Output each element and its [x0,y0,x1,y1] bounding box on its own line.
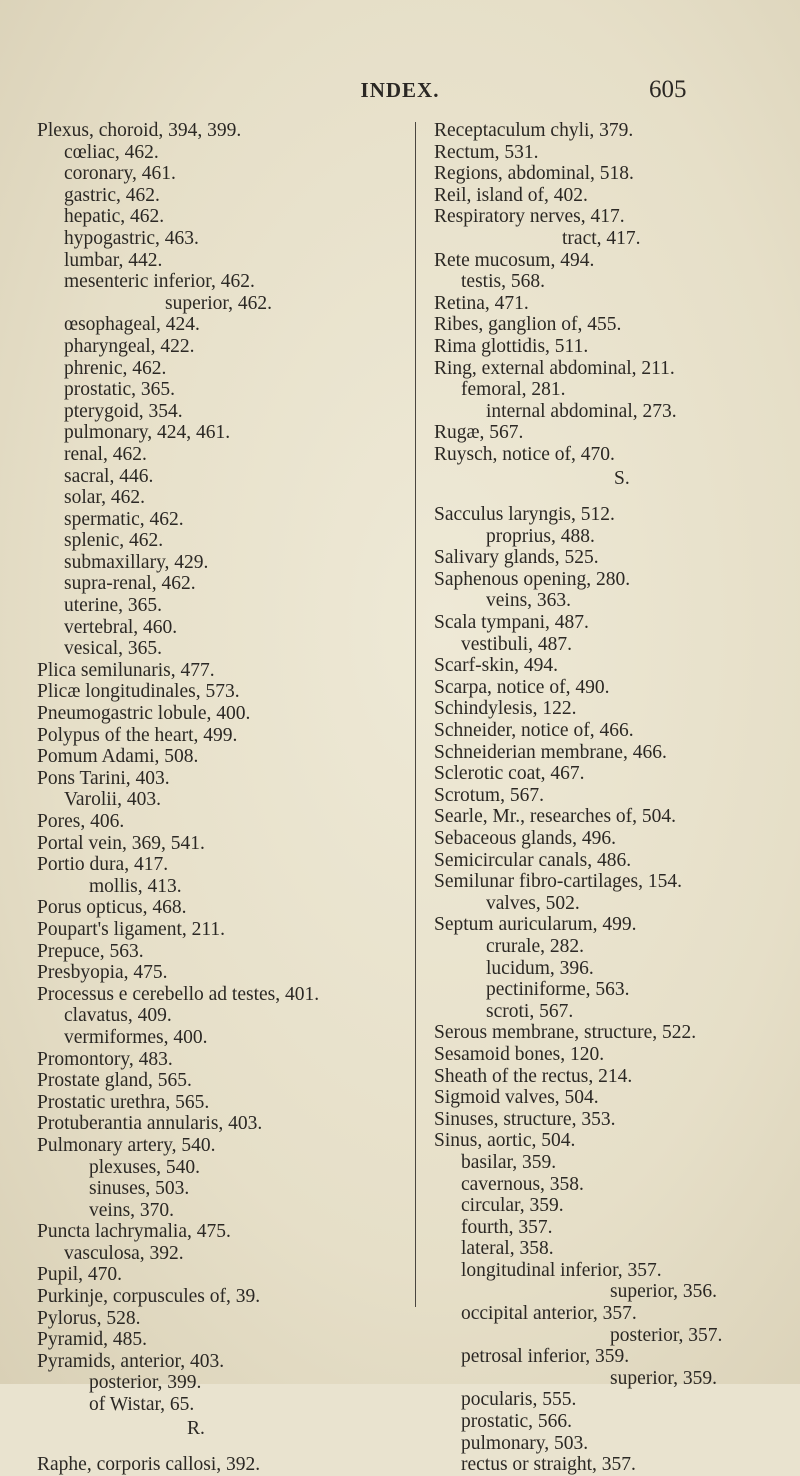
index-entry: Prostatic urethra, 565. [37,1091,210,1113]
index-entry: Respiratory nerves, 417. [434,206,625,228]
index-entry: prostatic, 365. [64,379,176,401]
index-entry: Portal vein, 369, 541. [37,832,205,854]
index-entry: Ring, external abdominal, 211. [434,357,675,379]
index-entry: Pyramid, 485. [37,1329,147,1351]
index-entry: vesical, 365. [64,638,163,660]
index-entry: Pores, 406. [37,811,125,832]
index-entry: Portio dura, 417. [37,854,169,876]
index-entry: rectus or straight, 357. [461,1454,636,1476]
index-entry: Rima glottidis, 511. [434,335,589,357]
index-entry: Plexus, choroid, 394, 399. [37,120,242,141]
index-entry: mollis, 413. [89,875,182,897]
index-entry: Rete mucosum, 494. [434,249,595,271]
index-entry: vestibuli, 487. [461,633,573,655]
index-entry: Scarpa, notice of, 490. [434,676,610,698]
index-entry: Poupart's ligament, 211. [37,918,226,940]
index-entry: Polypus of the heart, 499. [37,724,238,746]
index-entry: femoral, 281. [461,379,566,401]
index-entry: Sinuses, structure, 353. [434,1108,616,1130]
index-entry: Raphe, corporis callosi, 392. [37,1454,261,1476]
index-entry: Purkinje, corpuscules of, 39. [37,1286,261,1308]
index-entry: cœliac, 462. [64,141,159,163]
index-entry: Sclerotic coat, 467. [434,763,585,785]
spacer [434,491,794,504]
index-entry: pulmonary, 503. [461,1432,589,1454]
index-entry: Scarf-skin, 494. [434,655,559,677]
index-entry: lumbar, 442. [64,249,163,271]
index-entry: Pneumogastric lobule, 400. [37,703,251,725]
index-entry: scroti, 567. [486,1000,574,1022]
index-entry: Receptaculum chyli, 379. [434,120,634,141]
index-entry: Pylorus, 528. [37,1307,141,1329]
index-entry: Schneiderian membrane, 466. [434,741,667,763]
index-entry: Ribes, ganglion of, 455. [434,314,622,336]
index-entry: Plicæ longitudinales, 573. [37,681,240,703]
index-entry: Rugæ, 567. [434,422,524,444]
index-entry: renal, 462. [64,443,147,465]
index-entry: Schindylesis, 122. [434,698,577,720]
index-entry: splenic, 462. [64,530,164,552]
index-column-left [37,120,397,1476]
index-entry: Presbyopia, 475. [37,962,168,984]
index-entry: pulmonary, 424, 461. [64,422,231,444]
index-entry: Sigmoid valves, 504. [434,1087,599,1109]
index-entry: Salivary glands, 525. [434,547,599,569]
index-entry: clavatus, 409. [64,1005,172,1027]
index-column-right [434,120,794,1476]
index-entry: testis, 568. [461,271,545,293]
page-number: 605 [649,76,687,103]
index-entry: Rectum, 531. [434,141,539,163]
index-entry: Searle, Mr., researches of, 504. [434,806,677,828]
index-entry: prostatic, 566. [461,1411,573,1433]
index-entry: superior, 359. [610,1367,717,1389]
index-entry: vasculosa, 392. [64,1242,184,1264]
index-entry: internal abdominal, 273. [486,400,677,422]
index-entry: of Wistar, 65. [89,1394,195,1416]
index-entry: Regions, abdominal, 518. [434,163,634,185]
index-entry: pharyngeal, 422. [64,335,195,357]
index-entry: sinuses, 503. [89,1178,190,1200]
index-entry: uterine, 365. [64,595,163,617]
index-entry: Sinus, aortic, 504. [434,1130,576,1152]
index-entry: lucidum, 396. [486,957,594,979]
spacer [37,1441,397,1454]
index-entry: Prostate gland, 565. [37,1070,192,1092]
index-entry: Semilunar fibro-cartilages, 154. [434,871,683,893]
index-entry: Protuberantia annularis, 403. [37,1113,263,1135]
index-entry: cavernous, 358. [461,1173,584,1195]
index-entry: Scala tympani, 487. [434,612,589,634]
index-entry: supra-renal, 462. [64,573,196,595]
index-entry: lateral, 358. [461,1238,554,1260]
index-entry: coronary, 461. [64,163,176,185]
index-entry: Septum auricularum, 499. [434,914,637,936]
index-entry: posterior, 399. [89,1372,202,1394]
index-entry: petrosal inferior, 359. [461,1346,630,1368]
index-entry: superior, 462. [165,292,272,314]
index-entry: Pulmonary artery, 540. [37,1134,216,1156]
index-entry: Sebaceous glands, 496. [434,828,616,849]
index-entry: Serous membrane, structure, 522. [434,1022,697,1044]
page-header-title: INDEX. [360,78,440,102]
index-entry: gastric, 462. [64,184,160,206]
index-entry: mesenteric inferior, 462. [64,271,255,293]
index-entry: veins, 363. [486,590,572,612]
index-entry: solar, 462. [64,487,145,509]
index-entry: vermiformes, 400. [64,1026,208,1048]
index-entry: hypogastric, 463. [64,227,199,249]
index-entry: Sheath of the rectus, 214. [434,1065,633,1087]
index-entry: Scrotum, 567. [434,784,544,806]
index-entry: phrenic, 462. [64,357,167,379]
index-entry: Retina, 471. [434,292,529,314]
index-entry: Sacculus laryngis, 512. [434,504,615,526]
index-entry: crurale, 282. [486,935,584,957]
index-entry: veins, 370. [89,1199,175,1221]
index-entry: Sesamoid bones, 120. [434,1043,605,1065]
index-entry: Pupil, 470. [37,1264,123,1286]
index-entry: sacral, 446. [64,465,154,487]
index-entry: pectiniforme, 563. [486,979,630,1001]
index-entry: Saphenous opening, 280. [434,568,631,590]
index-entry: Processus e cerebello ad testes, 401. [37,983,320,1005]
section-letter: S. [614,467,630,489]
index-entry: hepatic, 462. [64,206,165,228]
section-letter: R. [187,1417,205,1439]
index-entry: occipital anterior, 357. [461,1303,637,1325]
index-entry: Prepuce, 563. [37,940,144,962]
index-entry: Promontory, 483. [37,1048,173,1070]
index-entry: longitudinal inferior, 357. [461,1259,662,1281]
index-entry: proprius, 488. [486,525,595,547]
index-entry: Ruysch, notice of, 470. [434,443,615,465]
index-entry: Schneider, notice of, 466. [434,720,634,742]
index-entry: spermatic, 462. [64,508,184,530]
index-entry: fourth, 357. [461,1216,553,1238]
index-entry: superior, 356. [610,1281,717,1303]
index-entry: Plica semilunaris, 477. [37,659,215,681]
index-entry: posterior, 357. [610,1324,723,1346]
index-entry: Pyramids, anterior, 403. [37,1350,225,1372]
index-entry: pterygoid, 354. [64,400,183,422]
index-entry: Varolii, 403. [64,789,161,811]
index-entry: submaxillary, 429. [64,551,209,573]
index-entry: vertebral, 460. [64,616,178,638]
index-entry: Porus opticus, 468. [37,897,187,919]
index-entry: pocularis, 555. [461,1389,577,1411]
index-entry: plexuses, 540. [89,1156,201,1178]
index-entry: basilar, 359. [461,1151,557,1173]
index-entry: Puncta lachrymalia, 475. [37,1221,231,1243]
index-entry: circular, 359. [461,1195,564,1217]
column-divider [415,122,416,1307]
index-entry: Semicircular canals, 486. [434,849,632,871]
index-entry: valves, 502. [486,892,580,914]
index-entry: Pons Tarini, 403. [37,767,170,789]
index-entry: Reil, island of, 402. [434,184,588,206]
index-entry: œsophageal, 424. [64,314,200,336]
index-entry: Pomum Adami, 508. [37,746,199,768]
index-entry: tract, 417. [562,227,641,249]
